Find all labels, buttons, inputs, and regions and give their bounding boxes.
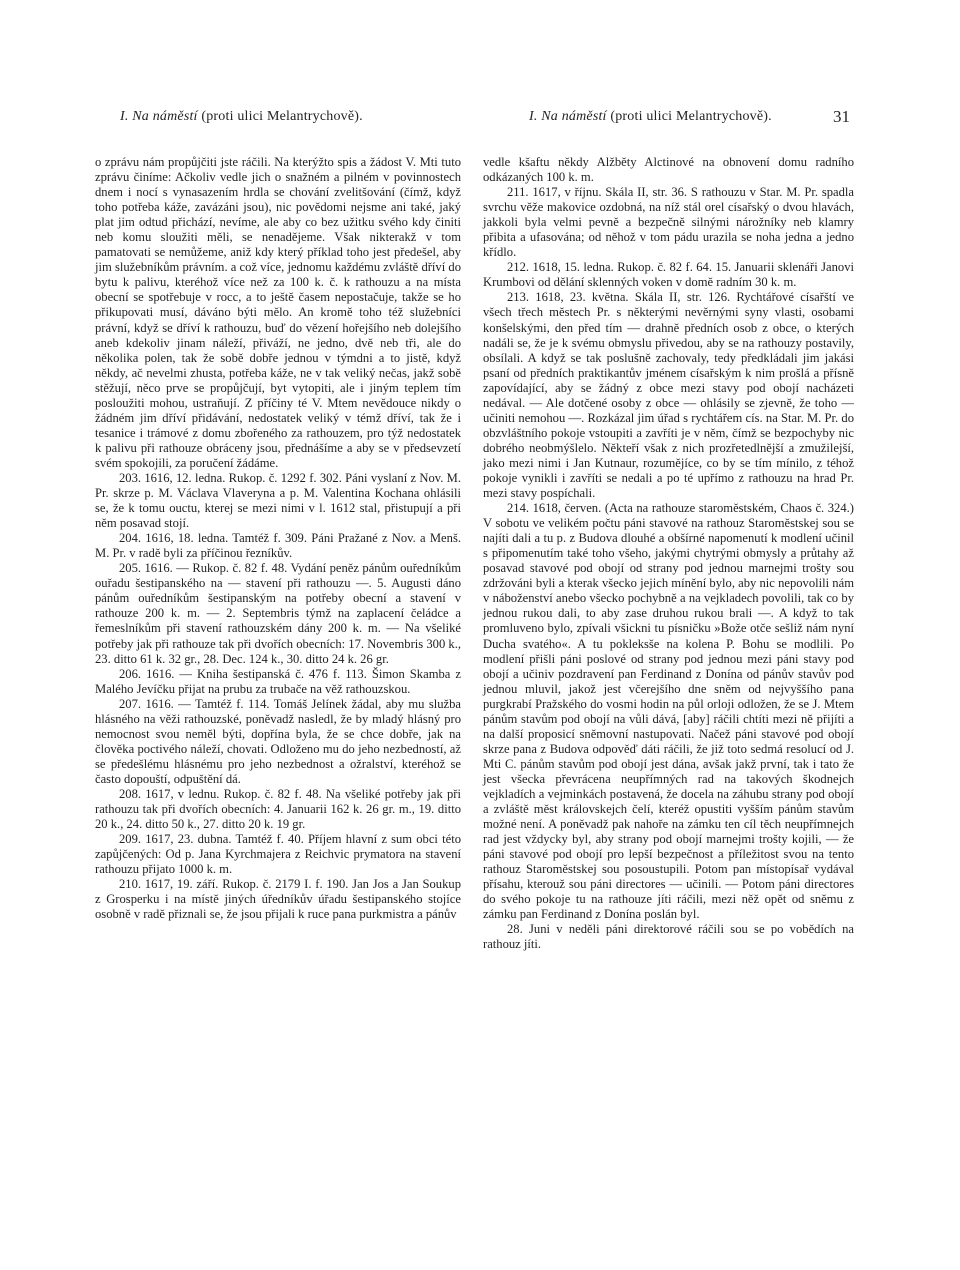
paragraph-continuation: o zprávu nám propůjčiti jste ráčili. Na kterýžto spis a žádost V. Mti tuto zprávu činíme: Ačkoliv vedle jich o snažném a pilném v povinnostech dnem i nocí s vynasazením hrdla se chování zvelitšování (čímž, když toho potřeba káže, zavázáni jsou), nic povědomi nejsme ani také, jaký plat jim odtud přichází, nevíme, ale aby co bez užitku svého kdy činiti neb komu sloužiti měli, se nenadějeme. Však nikterakž v tom pamatovati se nemůžeme, aniž kdy který příklad toho jest předešel, aby jim služebníkům právním. a což více, jednomu každému zvláště dříví do bytu k palivu, kteréhož více než za 100 k. č. k rathouzu a na místa obecní se spotřebuje v rocc, a to ještě časem nepostačuje, takže se ho přikupovati musí, dáváno býti mělo. An kromě toho též služebníci právní, když se dříví k rathouzu, buď do vězení hořejšího neb dolejšího aneb kdekoliv jinam náleží, přiváží, ne jedno, dvě neb tři, ale do několika polen, tak že sobě dobře jednou v týmdni a to jistě, když někdy, ač nevelmi zhusta, potřeba káže, ne v tak veliký nečas, jakž sobě stěžují, něco prve se propůjčují, byt vytopiti, ale i jiným teplem tím posloužiti mohou, ustraňují. Z příčiny té V. Mtem nevědouce nikdy o žádném jim dříví přidávání, nedostatek veliký v témž dříví, tak že i tesanice i trámové z domu zbořeného za rathouzem, pro týž nedostatek k palivu při rathouze obráceny jsou, přednášíme a aby se v předsevzetí svém spokojili, za poručení žádáme. [95, 155, 461, 470]
page-number: 31 [833, 107, 850, 126]
entry-211: 211. 1617, v říjnu. Skála II, str. 36. S rathouzu v Star. M. Pr. spadla svrchu věže makovice ozdobná, na níž stál orel císařský o dvou hlavách, jakkoli byla velmi pevně a bezpečně silnými nárožníky neb klamry přibita a ufasována; od něhož v tom pádu urazila se noha jedna a jedno křídlo. [483, 185, 854, 260]
left-column [95, 155, 461, 922]
header-right-subtitle: (proti ulici Melantrychově). [606, 109, 772, 124]
entry-210: 210. 1617, 19. září. Rukop. č. 2179 I. f. 190. Jan Jos a Jan Soukup z Grosperku i na místě jiných úředníkův úřadu šestipanského stojíce osobně v radě přiznali se, že jsou přijali k ruce pana purkmistra a pánův [95, 877, 461, 922]
header-left-subtitle: (proti ulici Melantrychově). [197, 109, 363, 124]
entry-207: 207. 1616. — Tamtéž f. 114. Tomáš Jelínek žádal, aby mu služba hlásného na věži rathouzské, poněvadž nasledl, že by mladý hlásný pro nemocnost svou neměl býti, dopřína byla, že se chce dobře, jak na člověka poctivého náleží, chovati. Odloženo mu do jeho nezbedností, až se předešlému hlásnému pro jeho nezbednost a ožralství, kteréhož se často dopouští, odpuštění dá. [95, 696, 461, 786]
entry-205: 205. 1616. — Rukop. č. 82 f. 48. Vydání peněz pánům ouředníkům ouřadu šestipanského na — stavení při rathouzu —. 5. Augusti dáno pánům ouředníkům šestipanským na potřeby obecní a stavení v rathouze 200 k. m. — 2. Septembris týmž na zaplacení čeládce a řemeslníkům při stavení rathouzském dány 200 k. m. — Na všeliké potřeby jak při rathouze tak při dvořích obecních: 17. Novembris 300 k., 23. ditto 61 k. 32 gr., 28. Dec. 124 k., 30. ditto 24 k. 26 gr. [95, 561, 461, 666]
entry-209: 209. 1617, 23. dubna. Tamtéž f. 40. Příjem hlavní z sum obci této zapůjčených: Od p. Jana Kyrchmajera z Reichvic prymatora na stavení rathouzu přijato 1000 k. m. [95, 832, 461, 877]
entry-214: 214. 1618, červen. (Acta na rathouze staroměstském, Chaos č. 324.) V sobotu ve velikém počtu páni stavové na rathouz Staroměstskej sou se najíti dali a tu p. z Budova dlouhé a obšírné napomenutí k modlení učinil s připomenutím také toho všeho, jakými chytrými obmysly a průtahy až posavad stavové pod obojí od strany pod jednou marnejmi trošty sou zdržováni byli a kterak všecko jejich mínění bylo, aby nic nepovolili nám v náboženství anebo všecko pochybně a na vejkladech povolili, tak co by jednou rukou dali, to aby zase druhou rukou brali —. A když to tak promluveno bylo, zpívali všickni tu písničku »Bože otče sešliž nám nyní Ducha svatého«. A tu pokleksše na kolena P. Bohu se modlili. Po modlení přišli páni poslové od strany pod jednou mezi páni stavy pod obojí a učiniv pozdravení pan Ferdinand z Donína od pánův stavův pod jednou mluvil, jakož jest včerejšího dne sněm od nejvyššího pana purgkrabí Pražského do vosmi hodin na půl orloji odložen, že se J. Mtem pánům stavům pod obojí na vůli dává, [aby] ráčili chtíti mezi ně přijíti a na další proposicí sněmovní nastupovati. Načež páni stavové pod obojí skrze pana z Budova odpověď dáti ráčili, že již toto sedmá resolucí od J. Mti C. pánům stavům pod obojí jest dána, avšak jakž první, tak i tato že jest všecka převrácena neupřímných rad na takových škodnejch vejkladích a vejminkách postavená, že docela na záhubu strany pod obojí a zvláště měst královskejch čelí, kteréž opustiti vyšším pánům stavům možné není. A poněvadž pak nahoře na zámku ten cíl těch neupřímnejch rad jest vždycky byl, aby strany pod obojí marnejmi trošty kojili, — že páni stavové pod obojí pro lepší bezpečnost a příležitost svou na tento rathouz Staroměstskej sou posoustupili. Potom pan místopísař vydával přísahu, kterouž sou páni directores — učinili. — Potom páni directores do svého pokoje tu na rathouze jíti ráčili, mezi něž opět od sněmu z zámku pan Ferdinand z Donína poslán byl. [483, 501, 854, 922]
running-header-left [120, 109, 363, 131]
entry-204: 204. 1616, 18. ledna. Tamtéž f. 309. Páni Pražané z Nov. a Menš. M. Pr. v radě byli za příčinou řezníkův. [95, 531, 461, 561]
entry-212: 212. 1618, 15. ledna. Rukop. č. 82 f. 64. 15. Januarii sklenáři Janovi Krumbovi od dělání sklenných voken v domě radním 30 k. m. [483, 260, 854, 290]
header-right-title: I. Na náměstí [529, 109, 607, 124]
entry-203: 203. 1616, 12. ledna. Rukop. č. 1292 f. 302. Páni vyslaní z Nov. M. Pr. skrze p. M. Václava Vlaveryna a p. M. Valentina Kochana ohlásili se, že k tomu ouctu, kterej se mezi nimi v l. 1612 stal, přistupují a při něm posavad stojí. [95, 470, 461, 531]
right-column [483, 155, 854, 952]
entry-208: 208. 1617, v lednu. Rukop. č. 82 f. 48. Na všeliké potřeby jak při rathouzu tak při dvořích obecních: 4. Januarii 162 k. 26 gr. m., 19. ditto 20 k., 24. ditto 50 k., 27. ditto 20 k. 19 gr. [95, 786, 461, 832]
entry-206: 206. 1616. — Kniha šestipanská č. 476 f. 113. Šimon Skamba z Malého Jevíčku přijat na prubu za trubače na věž rathouzskou. [95, 666, 461, 696]
header-left-title: I. Na náměstí [120, 109, 198, 124]
paragraph-continuation-right: vedle kšaftu někdy Alžběty Alctinové na obnovení domu radního odkázaných 100 k. m. [483, 155, 854, 185]
entry-214-continuation: 28. Juni v neděli páni direktorové ráčili sou se po vobědích na rathouz jíti. [483, 922, 854, 952]
entry-213: 213. 1618, 23. května. Skála II, str. 126. Rychtářové císařští ve všech třech městech Pr. s některými nevěrnými syny vlasti, osobami konšelskými, den před tím — drahně předních osob z obce, o kterých nadáli se, že je k svému obmyslu přivedou, aby se na rathouzy postavily, obsílali. A když se tak poslušně zachovaly, tedy předkládali jim jakási psaní od předních praktikantův jménem císařským k nim prošlá a přísně zapovídající, aby se žádný z obce mezi stavy pod obojí nacházeti nedával. — Ale dotčené osoby z obce — ohlásily se zjevně, že toho — učiniti nemohou —. Rozkázal jim úřad s rychtářem cís. na Star. M. Pr. do obzvláštního pokoje vstoupiti a zavříti je v něm, čímž se bezpochyby nic dobrého neobmýšlelo. Někteří však z nich prozřetedlnější a zmužilejší, jako mezi nimi i Jan Kutnaur, rozumějíce, co by se tím mínilo, z téhož pokoje vynikli i zavříti se nedali a po té upřímo z rathouzu na hrad Pr. mezi stavy pospíchali. [483, 290, 854, 501]
running-header-right [529, 109, 772, 131]
